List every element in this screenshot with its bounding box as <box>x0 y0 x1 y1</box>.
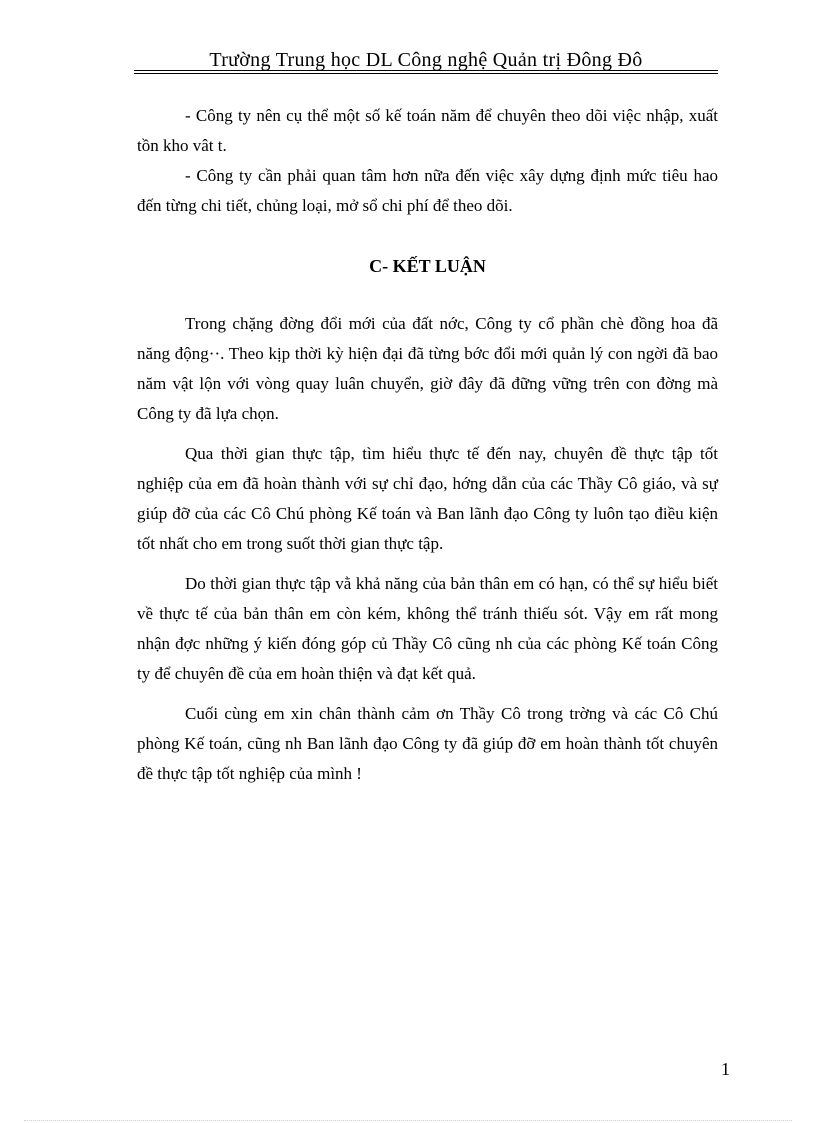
page-number: 1 <box>721 1059 730 1079</box>
conclusion-paragraph: Qua thời gian thực tập, tìm hiểu thực tế đến nay, chuyên đề thực tập tốt nghiệp của em đã hoàn thành với sự chỉ đạo, hớng dẫn của các Thầy Cô giáo, và sự giúp đỡ của các Cô Chú phòng Kế toán và Ban lãnh đạo Công ty luôn tạo điều kiện tốt nhất cho em trong suốt thời gian thực tập. <box>137 444 718 553</box>
page-header-title: Trường Trung học DL Công nghệ Quản trị Đông Đô <box>209 49 643 71</box>
header-underline-top <box>134 70 718 71</box>
recommendations-section <box>137 101 718 221</box>
conclusion-paragraph: Cuối cùng em xin chân thành cảm ơn Thầy Cô trong trờng và các Cô Chú phòng Kế toán, cũng nh Ban lãnh đạo Công ty đã giúp đỡ em hoàn thành tốt chuyên đề thực tập tốt nghiệp của mình ! <box>137 704 718 783</box>
recommendation-item: - Công ty nên cụ thể một số kế toán năm để chuyên theo dõi việc nhập, xuất tồn kho vât t. <box>137 106 718 155</box>
conclusion-paragraph: Trong chặng đờng đổi mới của đất nớc, Công ty cổ phần chè đồng hoa đã năng động··. Theo kịp thời kỳ hiện đại đã từng bớc đổi mới quản lý con ngời đã bao năm vật lộn với vòng quay luân chuyển, giờ đây đã đững vững trên con đờng mà Công ty đã lựa chọn. <box>137 314 718 423</box>
recommendation-item: - Công ty cần phải quan tâm hơn nữa đến việc xây dựng định mức tiêu hao đến từng chi tiết, chủng loại, mở sổ chi phí để theo dõi. <box>137 166 718 215</box>
conclusion-paragraph: Do thời gian thực tập vằ khả năng của bản thân em có hạn, có thể sự hiểu biết về thực tế của bản thân em còn kém, không thể tránh thiếu sót. Vậy em rất mong nhận đợc những ý kiến đóng góp củ Thầy Cô cũng nh của các phòng Kế toán Công ty để chuyên đề của em hoàn thiện và đạt kết quả. <box>137 574 718 683</box>
header-underline-bottom <box>134 73 718 74</box>
section-heading-conclusion: C- KẾT LUẬN <box>369 256 486 276</box>
page-bottom-divider <box>24 1120 792 1121</box>
conclusion-section <box>137 309 718 799</box>
